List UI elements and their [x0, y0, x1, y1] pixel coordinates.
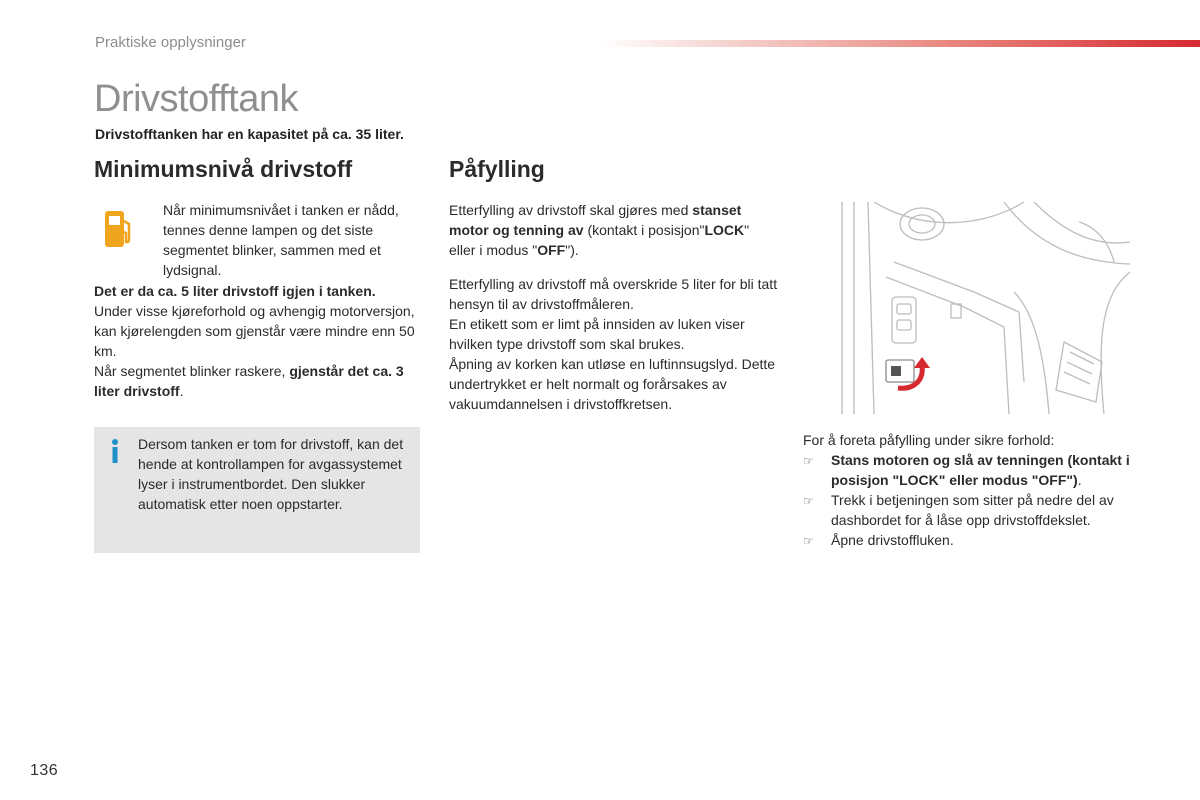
info-box: [94, 427, 420, 553]
heading-refilling: Påfylling: [449, 156, 545, 182]
refilling-paragraph-2: Etterfylling av drivstoff må overskride 5 liter for bli tatt hensyn til av drivstoffmåleren. En etikett som er limt på innsiden av luken viser hvilken type drivstoff som skal brukes. Åpning av korken kan utløse en luftinnsugslyd. Dette undertrykket er helt normalt og forårsakes av vakuumdannelsen i drivstoffkretsen.: [449, 276, 778, 412]
driving-conditions-text: Under visse kjøreforhold og avhengig motorversjon, kan kjørelengden som gjenstår være mindre enn 50 km.: [94, 303, 415, 359]
lamp-description: Når minimumsnivået i tanken er nådd, tennes denne lampen og det siste segmentet blinker, sammen med et lydsignal.: [163, 202, 399, 278]
instructions-intro: For å foreta påfylling under sikre forhold:: [803, 432, 1055, 448]
fuel-flap-release-illustration: [834, 202, 1130, 414]
list-item: ☞ Trekk i betjeningen som sitter på nedre del av dashbordet for å låse opp drivstoffdekslet.: [803, 492, 1114, 528]
pointing-hand-icon: ☞: [803, 454, 814, 468]
list-item: ☞ Åpne drivstoffluken.: [803, 530, 1133, 551]
segment-text: Når segmentet blinker raskere,: [94, 363, 290, 379]
fuel-pump-icon: [104, 209, 134, 249]
minimum-level-text: Det er da ca. 5 liter drivstoff igjen i tanken. Under visse kjøreforhold og avhengig motorversjon, kan kjørelengden som gjenstår være mindre enn 50 km. Når segmentet blinker raskere, gjenstår det ca. 3 liter drivstoff.: [94, 281, 424, 401]
page-subtitle: Drivstofftanken har en kapasitet på ca. 35 liter.: [95, 126, 404, 142]
heading-minimum-level: Minimumsnivå drivstoff: [94, 156, 353, 182]
segment-bold-text: gjenstår det ca. 3 liter drivstoff: [94, 363, 404, 399]
safe-refilling-instructions: [803, 430, 1133, 551]
refilling-paragraph-1: Etterfylling av drivstoff skal gjøres med stanset motor og tenning av (kontakt i posisjon"LOCK" eller i modus "OFF").: [449, 202, 750, 258]
pointing-hand-icon: ☞: [803, 494, 814, 508]
pointing-hand-icon: ☞: [803, 534, 814, 548]
header-accent-bar: [600, 40, 1200, 47]
remaining-fuel-note: Det er da ca. 5 liter drivstoff igjen i tanken.: [94, 283, 376, 299]
page-number: 136: [30, 762, 59, 779]
info-icon: [110, 439, 120, 463]
info-text: Dersom tanken er tom for drivstoff, kan det hende at kontrollampen for avgassystemet lyser i instrumentbordet. Den slukker automatisk etter noen oppstarter.: [138, 436, 404, 512]
section-header: Praktiske opplysninger: [95, 34, 246, 51]
page-title: Drivstofftank: [94, 78, 298, 120]
list-item: ☞ Stans motoren og slå av tenningen (kontakt i posisjon "LOCK" eller modus "OFF").: [803, 452, 1130, 488]
refilling-text: [449, 200, 779, 414]
